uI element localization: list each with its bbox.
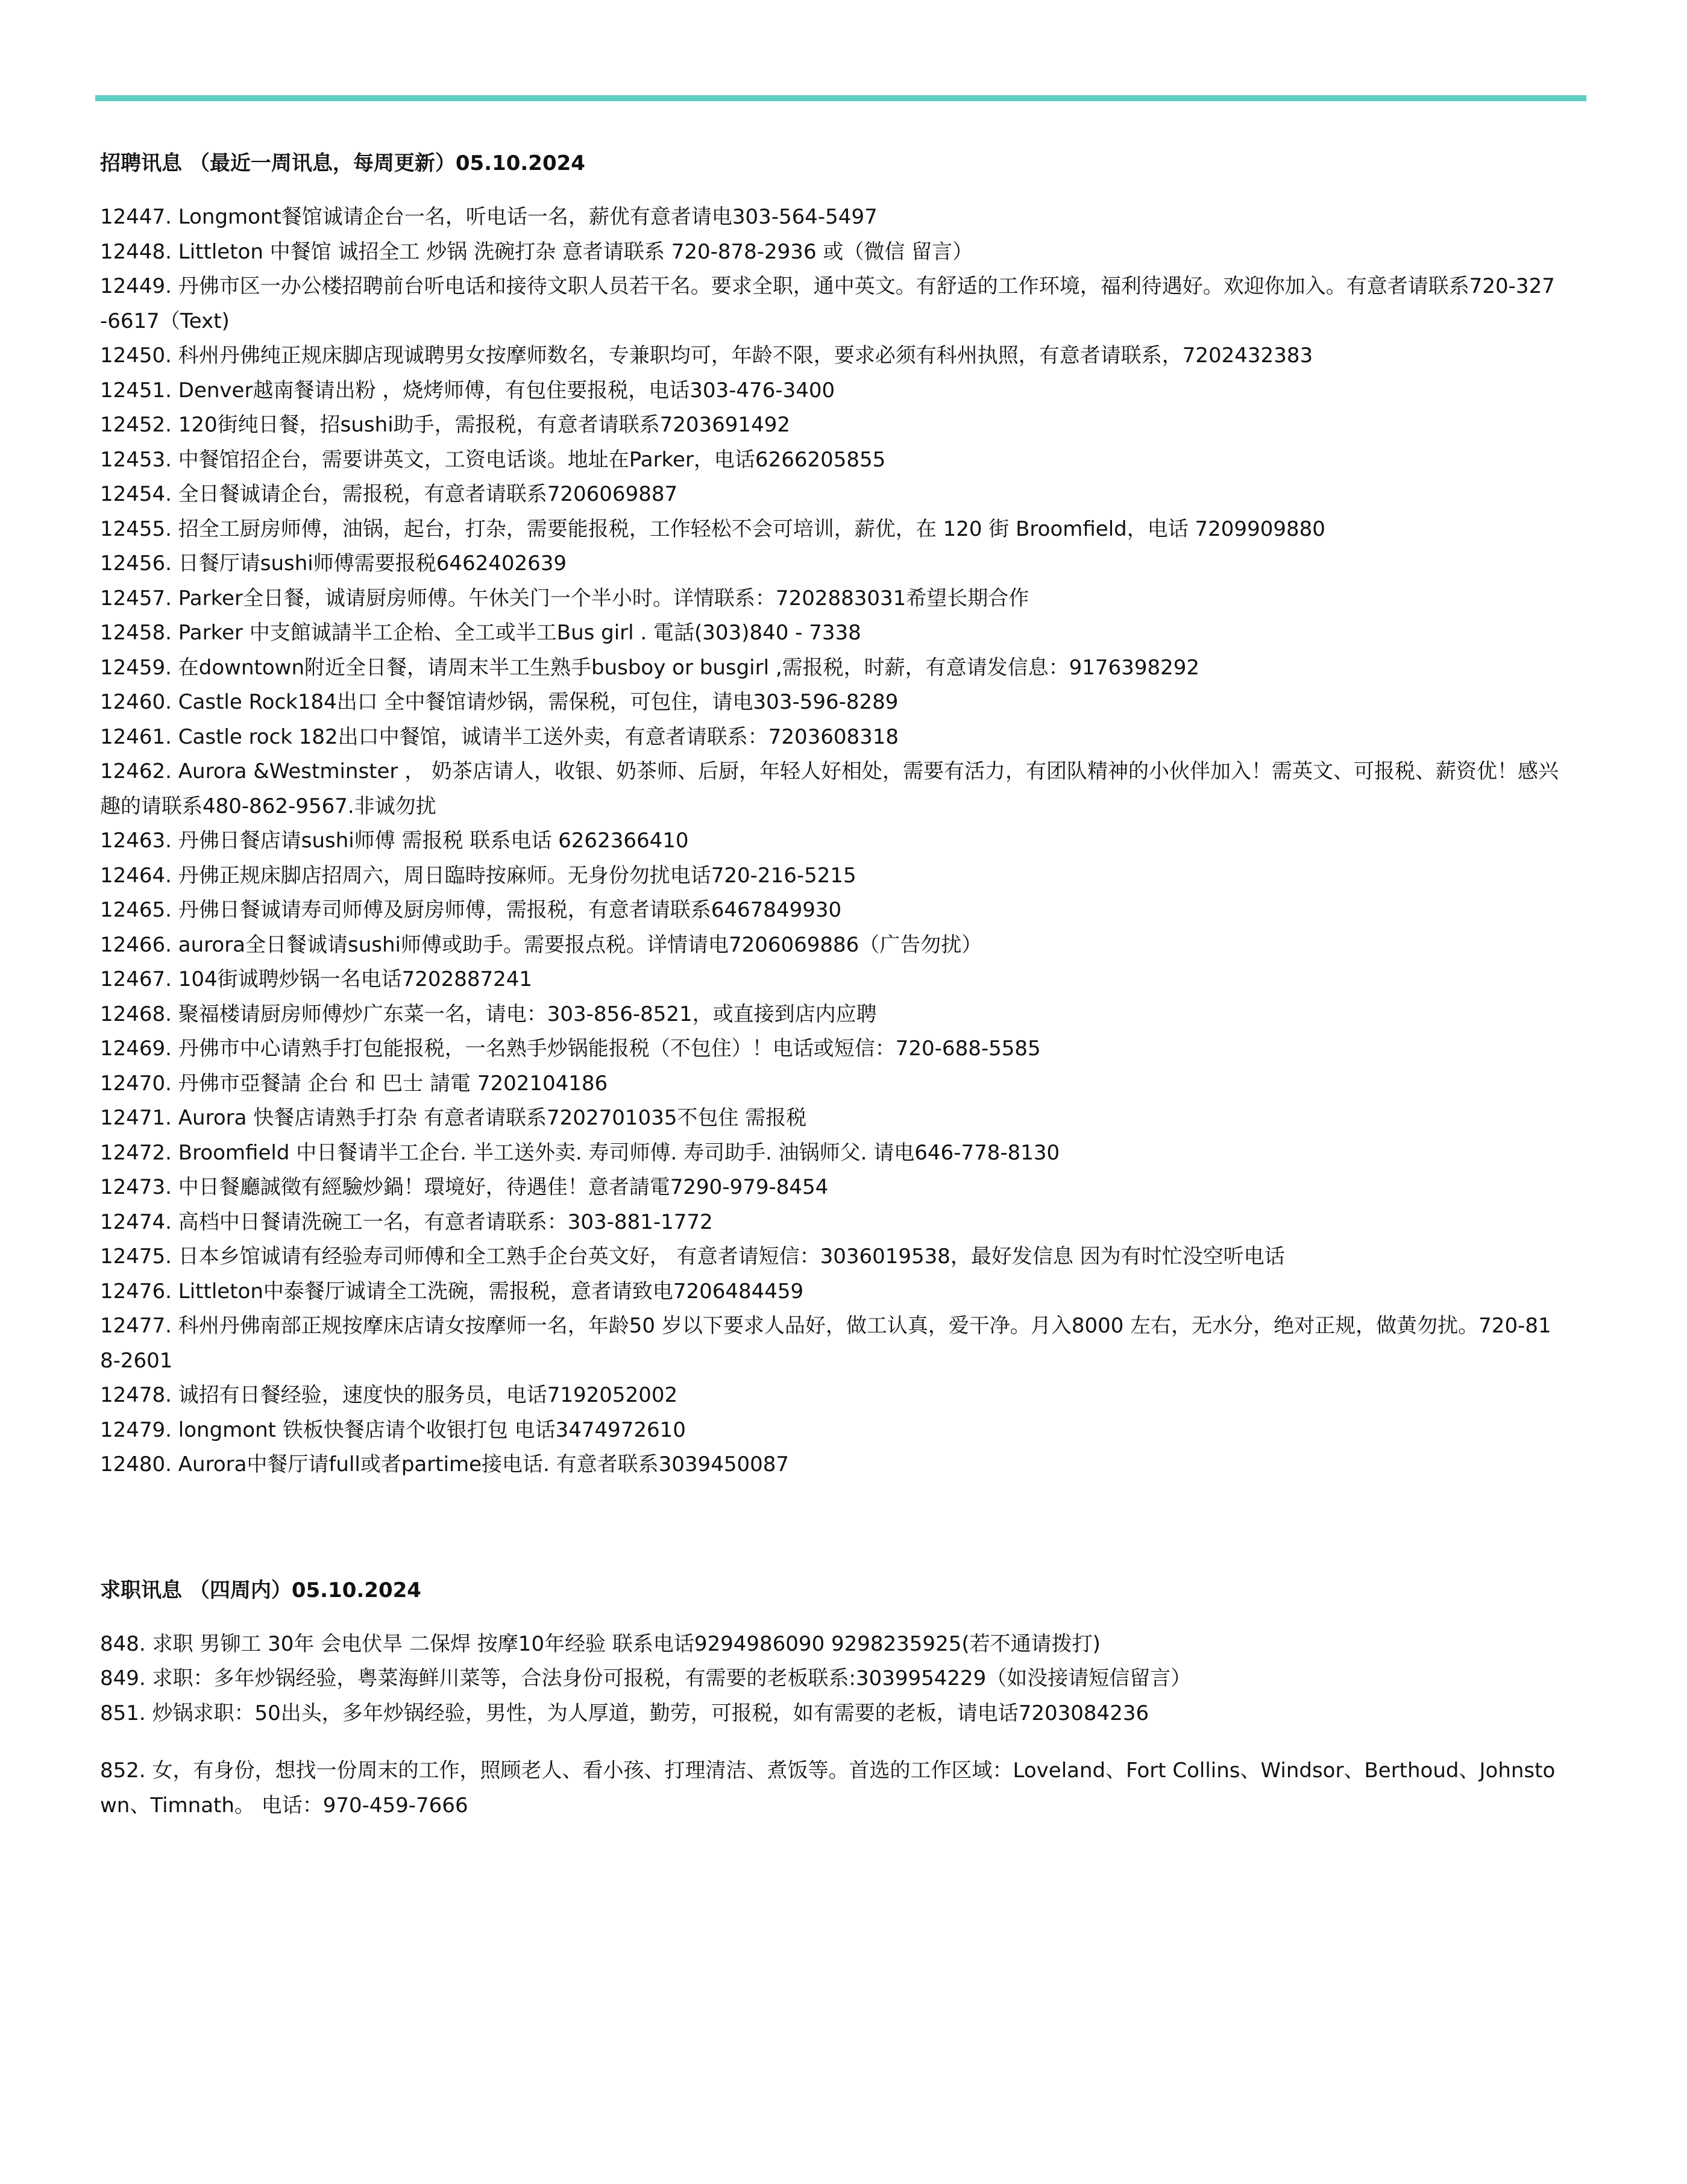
recruitment-entry-12448: 12448. Littleton 中餐馆 诚招全工 炒锅 洗碗打杂 意者请联系 720-878-2936 或（微信 留言） <box>100 239 973 264</box>
recruitment-entry-12465: 12465. 丹佛日餐诚请寿司师傅及厨房师傅，需报税，有意者请联系6467849930 <box>100 898 842 922</box>
job-seeking-entry-851: 851. 炒锅求职：50出头，多年炒锅经验，男性，为人厚道，勤劳，可报税，如有需要的老板，请电话7203084236 <box>100 1701 1149 1725</box>
job-seeking-list <box>100 1627 1559 1824</box>
recruitment-entry-12462: 12462. Aurora &Westminster ， 奶茶店请人，收银、奶茶师、后厨，年轻人好相处，需要有活力，有团队精神的小伙伴加入！需英文、可报税、薪资优！感兴趣的请联系480-862-9567.非诚勿扰 <box>100 759 1559 818</box>
recruitment-entry-12458: 12458. Parker 中支館诚請半工企枱、全工或半工Bus girl . 電話(303)840 - 7338 <box>100 621 861 645</box>
recruitment-entry-12449: 12449. 丹佛市区一办公楼招聘前台听电话和接待文职人员若干名。要求全职，通中英文。有舒适的工作环境，福利待遇好。欢迎你加入。有意者请联系720-327-6617（Text) <box>100 274 1555 333</box>
top-divider <box>95 95 1586 101</box>
recruitment-entry-12466: 12466. aurora全日餐诚请sushi师傅或助手。需要报点税。详情请电7206069886（广告勿扰） <box>100 932 982 957</box>
recruitment-entry-12463: 12463. 丹佛日餐店请sushi师傅 需报税 联系电话 6262366410 <box>100 829 689 853</box>
recruitment-entry-12468: 12468. 聚福楼请厨房师傅炒广东菜一名，请电：303-856-8521，或直接到店内应聘 <box>100 1002 877 1026</box>
recruitment-entry-12476: 12476. Littleton中泰餐厅诚请全工洗碗，需报税，意者请致电7206484459 <box>100 1279 804 1304</box>
job-seeking-entry-852: 852. 女，有身份，想找一份周末的工作，照顾老人、看小孩、打理清洁、煮饭等。首选的工作区域：Loveland、Fort Collins、Windsor、Berthoud、Johnstown、Timnath。 电话：970-459-7666 <box>100 1759 1556 1818</box>
recruitment-entry-12454: 12454. 全日餐诚请企台，需报税，有意者请联系7206069887 <box>100 482 678 506</box>
recruitment-entry-12451: 12451. Denver越南餐请出粉 ，烧烤师傅，有包住要报税，电话303-476-3400 <box>100 378 835 403</box>
recruitment-entry-12464: 12464. 丹佛正规床脚店招周六，周日臨時按麻师。无身份勿扰电话720-216-5215 <box>100 863 856 888</box>
page-content <box>100 146 1559 1823</box>
recruitment-entry-12469: 12469. 丹佛市中心请熟手打包能报税，一名熟手炒锅能报税（不包住）！电话或短信：720-688-5585 <box>100 1037 1041 1061</box>
recruitment-entry-12450: 12450. 科州丹佛纯正规床脚店现诚聘男女按摩师数名，专兼职均可，年龄不限，要求必须有科州执照，有意者请联系，7202432383 <box>100 344 1313 368</box>
recruitment-entry-12453: 12453. 中餐馆招企台，需要讲英文，工资电话谈。地址在Parker，电话6266205855 <box>100 447 886 472</box>
recruitment-entry-12455: 12455. 招全工厨房师傅，油锅，起台，打杂，需要能报税，工作轻松不会可培训，薪优，在 120 街 Broomfield，电话 7209909880 <box>100 516 1325 541</box>
recruitment-list <box>100 200 1559 1483</box>
job-seeking-entry-848: 848. 求职 男铆工 30年 会电伏旱 二保焊 按摩10年经验 联系电话9294986090 9298235925(若不通请拨打) <box>100 1631 1101 1656</box>
recruitment-entry-12478: 12478. 诚招有日餐经验，速度快的服务员，电话7192052002 <box>100 1383 678 1407</box>
recruitment-title: 招聘讯息 （最近一周讯息，每周更新）05.10.2024 <box>100 151 585 175</box>
job-seeking-title: 求职讯息 （四周内）05.10.2024 <box>100 1578 421 1602</box>
recruitment-entry-12452: 12452. 120街纯日餐，招sushi助手，需报税，有意者请联系7203691492 <box>100 413 790 437</box>
recruitment-entry-12459: 12459. 在downtown附近全日餐，请周末半工生熟手busboy or busgirl ,需报税，时薪，有意请发信息：9176398292 <box>100 655 1199 680</box>
recruitment-entry-12473: 12473. 中日餐廳誠徵有經驗炒鍋！環境好，待遇佳！意者請電7290-979-8454 <box>100 1175 829 1199</box>
recruitment-entry-12479: 12479. longmont 铁板快餐店请个收银打包 电话3474972610 <box>100 1417 686 1442</box>
recruitment-entry-12457: 12457. Parker全日餐，诚请厨房师傅。午休关门一个半小时。详情联系：7202883031希望长期合作 <box>100 586 1029 610</box>
recruitment-entry-12477: 12477. 科州丹佛南部正规按摩床店请女按摩师一名，年龄50 岁以下要求人品好，做工认真，爱干净。月入8000 左右，无水分，绝对正规，做黄勿扰。720-818-2601 <box>100 1314 1551 1373</box>
job-seeking-entry-849: 849. 求职：多年炒锅经验，粤菜海鲜川菜等，合法身份可报税，有需要的老板联系:3039954229（如没接请短信留言） <box>100 1666 1192 1690</box>
recruitment-entry-12470: 12470. 丹佛市亞餐請 企台 和 巴士 請電 7202104186 <box>100 1071 608 1096</box>
recruitment-entry-12460: 12460. Castle Rock184出口 全中餐馆请炒锅，需保税，可包住，请电303-596-8289 <box>100 690 899 714</box>
recruitment-entry-12447: 12447. Longmont餐馆诚请企台一名，听电话一名，薪优有意者请电303-564-5497 <box>100 205 878 229</box>
recruitment-entry-12461: 12461. Castle rock 182出口中餐馆，诚请半工送外卖，有意者请联系：7203608318 <box>100 724 899 749</box>
recruitment-section <box>100 146 1559 1483</box>
recruitment-entry-12474: 12474. 高档中日餐请洗碗工一名，有意者请联系：303-881-1772 <box>100 1210 713 1234</box>
recruitment-entry-12475: 12475. 日本乡馆诚请有经验寿司师傅和全工熟手企台英文好， 有意者请短信：3036019538，最好发信息 因为有时忙没空听电话 <box>100 1244 1285 1269</box>
job-seeking-section <box>100 1573 1559 1824</box>
recruitment-entry-12471: 12471. Aurora 快餐店请熟手打杂 有意者请联系7202701035不包住 需报税 <box>100 1106 807 1130</box>
recruitment-entry-12472: 12472. Broomfield 中日餐请半工企台. 半工送外卖. 寿司师傅. 寿司助手. 油锅师父. 请电646-778-8130 <box>100 1140 1060 1165</box>
recruitment-entry-12456: 12456. 日餐厅请sushi师傅需要报税6462402639 <box>100 551 567 576</box>
recruitment-entry-12467: 12467. 104街诚聘炒锅一名电话7202887241 <box>100 967 532 991</box>
recruitment-entry-12480: 12480. Aurora中餐厅请full或者partime接电话. 有意者联系3039450087 <box>100 1452 789 1476</box>
